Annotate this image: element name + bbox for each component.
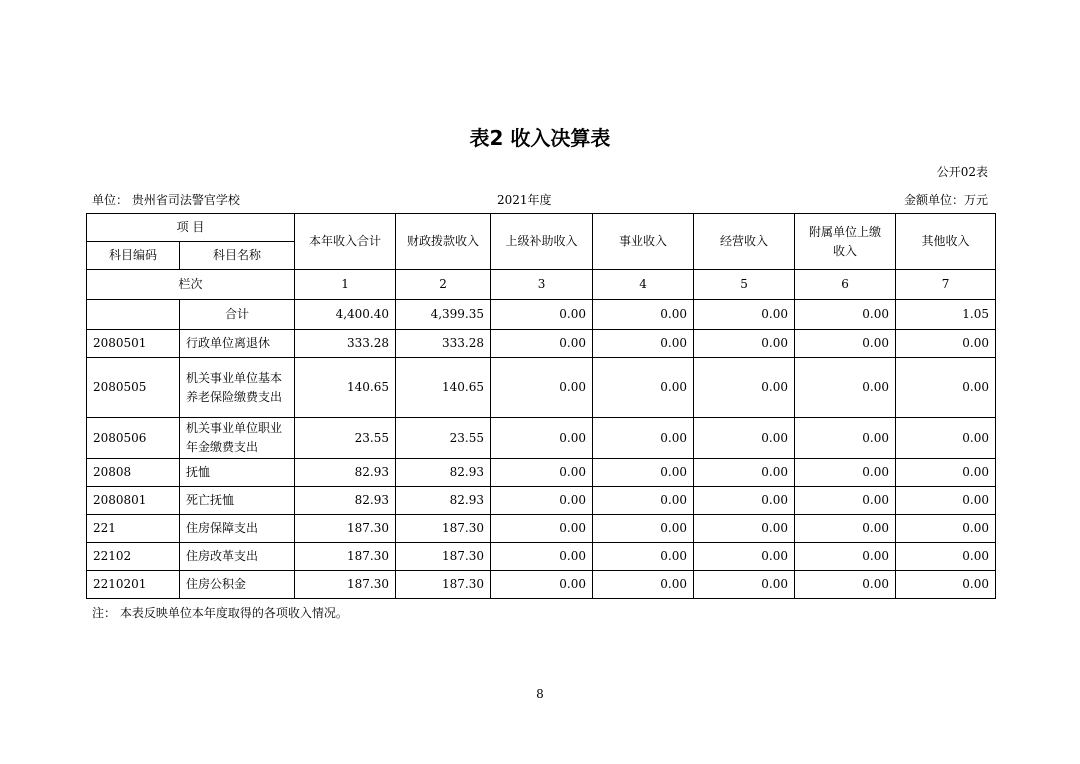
col-number: 3 [491, 270, 593, 300]
amount-cell: 0.00 [896, 358, 996, 418]
amount-cell: 187.30 [295, 571, 396, 599]
amount-cell: 187.30 [396, 515, 491, 543]
amount-cell: 187.30 [396, 571, 491, 599]
amount-cell: 0.00 [491, 358, 593, 418]
amount-cell: 0.00 [896, 543, 996, 571]
amount-cell: 0.00 [795, 515, 896, 543]
table-row [87, 418, 996, 459]
amount-cell: 140.65 [396, 358, 491, 418]
income-table [86, 213, 996, 599]
amount-cell: 0.00 [694, 515, 795, 543]
amount-cell: 0.00 [694, 543, 795, 571]
amount-cell: 0.00 [694, 571, 795, 599]
amount-cell: 0.00 [694, 459, 795, 487]
amount-cell: 187.30 [295, 515, 396, 543]
amount-cell: 0.00 [896, 459, 996, 487]
amount-cell: 0.00 [593, 459, 694, 487]
col-number: 6 [795, 270, 896, 300]
table-row [87, 358, 996, 418]
total-value: 0.00 [795, 300, 896, 330]
total-value: 1.05 [896, 300, 996, 330]
table-note: 注： 本表反映单位本年度取得的各项收入情况。 [92, 606, 348, 620]
header-col-6: 附属单位上缴收入 [795, 214, 896, 270]
total-value: 4,400.40 [295, 300, 396, 330]
subject-name: 死亡抚恤 [180, 487, 295, 515]
amount-cell: 0.00 [593, 330, 694, 358]
total-value: 0.00 [694, 300, 795, 330]
subject-name: 机关事业单位职业年金缴费支出 [180, 418, 295, 459]
header-code: 科目编码 [87, 242, 180, 270]
amount-cell: 23.55 [396, 418, 491, 459]
total-value: 4,399.35 [396, 300, 491, 330]
header-col-2: 财政拨款收入 [396, 214, 491, 270]
subject-name: 抚恤 [180, 459, 295, 487]
money-unit: 金额单位：万元 [903, 193, 988, 207]
unit-label: 单位： 贵州省司法警官学校 [92, 193, 240, 207]
header-name: 科目名称 [180, 242, 295, 270]
amount-cell: 0.00 [491, 459, 593, 487]
amount-cell: 0.00 [896, 487, 996, 515]
amount-cell: 0.00 [694, 418, 795, 459]
amount-cell: 82.93 [295, 459, 396, 487]
col-number: 2 [396, 270, 491, 300]
table-row [87, 487, 996, 515]
amount-cell: 0.00 [694, 487, 795, 515]
subject-name: 行政单位离退休 [180, 330, 295, 358]
header-col-3: 上级补助收入 [491, 214, 593, 270]
amount-cell: 0.00 [491, 543, 593, 571]
subject-code: 2080506 [87, 418, 180, 459]
amount-cell: 0.00 [491, 515, 593, 543]
table-row [87, 571, 996, 599]
amount-cell: 0.00 [795, 487, 896, 515]
header-item: 项 目 [87, 214, 295, 242]
amount-cell: 140.65 [295, 358, 396, 418]
amount-cell: 0.00 [795, 571, 896, 599]
table-row [87, 330, 996, 358]
total-code-cell [87, 300, 180, 330]
header-col-4: 事业收入 [593, 214, 694, 270]
amount-cell: 333.28 [396, 330, 491, 358]
subject-code: 2080505 [87, 358, 180, 418]
amount-cell: 0.00 [593, 358, 694, 418]
subject-name: 住房改革支出 [180, 543, 295, 571]
subject-code: 2080801 [87, 487, 180, 515]
total-value: 0.00 [593, 300, 694, 330]
col-number: 4 [593, 270, 694, 300]
amount-cell: 0.00 [694, 330, 795, 358]
amount-cell: 0.00 [593, 543, 694, 571]
amount-cell: 0.00 [491, 571, 593, 599]
amount-cell: 0.00 [896, 330, 996, 358]
amount-cell: 187.30 [396, 543, 491, 571]
subject-code: 2080501 [87, 330, 180, 358]
col-number: 5 [694, 270, 795, 300]
amount-cell: 0.00 [795, 459, 896, 487]
amount-cell: 82.93 [396, 487, 491, 515]
amount-cell: 82.93 [295, 487, 396, 515]
subject-name: 住房保障支出 [180, 515, 295, 543]
header-col-5: 经营收入 [694, 214, 795, 270]
amount-cell: 0.00 [795, 358, 896, 418]
amount-cell: 82.93 [396, 459, 491, 487]
amount-cell: 0.00 [694, 358, 795, 418]
total-row [87, 300, 996, 330]
form-number: 公开02表 [936, 165, 988, 179]
subject-code: 2210201 [87, 571, 180, 599]
total-label: 合计 [180, 300, 295, 330]
table-row [87, 543, 996, 571]
amount-cell: 333.28 [295, 330, 396, 358]
subject-code: 20808 [87, 459, 180, 487]
row-index-label: 栏次 [87, 270, 295, 300]
page-number: 8 [536, 687, 544, 701]
col-number: 7 [896, 270, 996, 300]
table-row [87, 459, 996, 487]
amount-cell: 0.00 [593, 487, 694, 515]
subject-code: 221 [87, 515, 180, 543]
subject-code: 22102 [87, 543, 180, 571]
amount-cell: 0.00 [593, 418, 694, 459]
amount-cell: 0.00 [795, 543, 896, 571]
amount-cell: 0.00 [795, 330, 896, 358]
document-title: 表2 收入决算表 [469, 126, 611, 150]
fiscal-year: 2021年度 [497, 193, 552, 207]
amount-cell: 0.00 [593, 571, 694, 599]
amount-cell: 0.00 [491, 418, 593, 459]
amount-cell: 0.00 [896, 418, 996, 459]
amount-cell: 0.00 [491, 487, 593, 515]
amount-cell: 0.00 [795, 418, 896, 459]
amount-cell: 23.55 [295, 418, 396, 459]
header-col-7: 其他收入 [896, 214, 996, 270]
col-number: 1 [295, 270, 396, 300]
header-col-1: 本年收入合计 [295, 214, 396, 270]
amount-cell: 187.30 [295, 543, 396, 571]
subject-name: 机关事业单位基本养老保险缴费支出 [180, 358, 295, 418]
amount-cell: 0.00 [896, 515, 996, 543]
table-row [87, 515, 996, 543]
amount-cell: 0.00 [491, 330, 593, 358]
total-value: 0.00 [491, 300, 593, 330]
amount-cell: 0.00 [896, 571, 996, 599]
subject-name: 住房公积金 [180, 571, 295, 599]
amount-cell: 0.00 [593, 515, 694, 543]
